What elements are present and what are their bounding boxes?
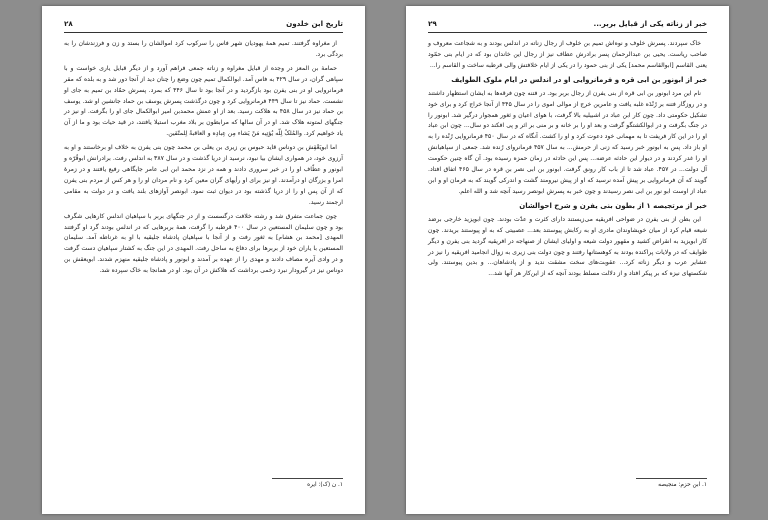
paragraph: از مغراوه گرفتند. تمیم همهٔ یهودیان شهر فاس را سرکوب کرد اموالشان را بستد و زن و فرزندشان را به بردگی برد. bbox=[64, 40, 343, 58]
page-number: ۲۹ bbox=[428, 19, 437, 28]
header-rule bbox=[428, 32, 707, 33]
running-header bbox=[428, 18, 707, 30]
paragraph: اما ابویَعْقِش بن دوناس قاید حبوس بن زیری بن یعلی بن محمد چون بنی یفرن به خلاف او برخاستند و او به آرزوی خود، در همواری ایشان بیا نبود، نرسید از دریا گذشت و در سال ۳۸۷ به اندلس رفت. برادرانش ابوقُرّه و ابونور و عطّاف او را در خیر سروری دادند و همه در نزد محمد ابن ابی عامر جایگاهی رفیع یافتند و در زمرهٔ امرا و بزرگان او درآمدند. او نیز برای او رأیهای گران معین کرد و نام مردان او را و هر کس از مردم بنی یفرن که از آن پس او را از دریا گذشته بود در دیوان ثبت نمود. ابونصر آوازهای بلند یافت و در دولت به مقامی ارجمند رسید. bbox=[64, 144, 344, 206]
footnote-rule bbox=[272, 478, 343, 479]
running-title: تاریخ ابن خلدون bbox=[286, 19, 343, 28]
page-body bbox=[64, 39, 343, 280]
paragraph: نام این مرد ابونور بن ابی قره از بنی یفرن از رجال بربر بود. در فتنه چون فرقه‌ها به ایشان استظهار داشتند و در روزگار فتنه بر رُنْدَه غلبه یافت و عامرین خرج از موالی اموی را در سال ۴۴۵ از آنجا خراج کرد و برای خود تشکیل حکومتی داد. چون کار ابن عباد در اشبیلیه بالا گرفت، با هوای اعیان و ثغور همجوار درگیر شد. ابونور را در جنگ بگرفت و در ابوالکشتگو گرفت و بعد او را بر خانه و بر منی بر اثر و پی افکند دو سال... چون ابن عباد او را در این کار فریفت تا به مهمانی خود دعوت کرد و او را کشت. آنگاه که در سال ۴۵۰ فرمانروایی رُنْده را به او باز داد. پس به ابونور خبر رسید که زنی از حرمش... به سال ۴۵۷ فرمانروای رُنده شد. جمعی از سپاهیانش او را غدر کردند و در دیوار این حادثه عرضه... پس این حادثه در زمان حمزه رسیده بود. آن گاه چنین حکومت آل دولت... در ۴۵۷. عباد شد تا از باب کار رونق گرفت. ابونور بن ابی نصر بن قره در سال ۴۶۵ اتفاق افتاد. گویند که آن فرمانروایی بر پیش آمده نرسید که او از پیش نیرومند گشت و اندرکی گویند که به فرمان او و ابن عباد از اوست ابو نور بن ابی نصر رسیدند و چون خبر به پسرش ابونصر رسید آنچه شد و الله اعلم. bbox=[428, 89, 707, 195]
footnote: ۱. ن (ک): ایره bbox=[307, 482, 343, 488]
book-page-right bbox=[406, 6, 729, 514]
running-title: خبر از زناته یکی از قبایل بربر... bbox=[593, 19, 707, 28]
section-heading: خبر از ابونور بن ابی قره و فرمانروایی او در اندلس در ایام ملوک الطوایف bbox=[451, 75, 707, 84]
page-body bbox=[428, 39, 707, 283]
section-heading: خبر از مرتجیصه ۱ از بطون بنی یفرن و شرح احوالشان bbox=[519, 201, 707, 210]
running-header bbox=[64, 18, 343, 30]
paragraph: این بطن از بنی یفرن در ضواحی افریقیه می‌زیستند دارای کثرت و عدّت بودند. چون ابویزید خارجی برضد شیعه قیام کرد از میان خویشاوندان مادری او به رکابش پیوستند بعد... عصبیتی که به او پیوستند بریدند. چون کار ابویزید به انقراض کشید و مقهور دولت شیعه و اولیای ایشان از صنهاجه در افریقیه گردید بنی یفرن و دیگر طوایف که در ولایات پراکنده بودند به کوهستانها رفتند و چون دولت بنی زیری به زوال انجامید افریقیه را نیز در عشایر عرب و دیگر زناته کرد... عقوبت‌های سخت مشقت ندید و از پادشاهان... و بدین پیوستند. ولی شکستهای نیزه که بر پیکر افتاد و از دلالت مسلط بودند آنچه که از این‌کار هر آنها شد... bbox=[428, 215, 707, 278]
header-rule bbox=[64, 32, 343, 33]
footnote-rule bbox=[636, 478, 707, 479]
paragraph: خاک سپردند. پسرش خلوف و نوه‌اش تمیم بن خلوف از رجال زناته در اندلس بودند و به شجاعت معروف و صاحب ریاست. یحیی بن عبدالرحمان پسر برادرش عطاف نیز از رجال این خاندان بود که در ایام بنی حمّود یعنی القاسم [ابوالقاسم محمد] یکی از بنی حمود را در یکی از ایام خلافتش والی قرطبه ساخت و القاسم را... bbox=[428, 40, 707, 69]
paragraph: حمامهٔ بن المعز در وجده از قبایل مغراوه و زناته جمعی فراهم آورد و از دیگر قبایل یاری خواست و با سپاهی گران، در سال ۴۲۹ به فاس آمد. ابوالکمال تمیم چون وضع را چنان دید از آنجا دور شد و به بلده که مقر فرمانروایی او در بنی یفرن بود بازگردید و در آنجا بود تا سال ۴۴۶ که بمرد. پسرش حمّاد بن تمیم به جای او نشست. حماد نیز تا سال ۴۴۹ فرمانروایی کرد و چون درگذشت پسرش یوسف بن حماد جانشین او شد. یوسف بن حماد نیز در سال ۴۵۸ به هلاکت رسید. بعد از او عمش محمدبن امیر ابوالکمال جای او را بگرفت. او نیز در جنگهای لمتونه هلاک شد. او در آن سالها که مرابطون بر بلاد مغرب استیلا یافتند، در قید حیات بود و ما از آن یاد خواهیم کرد. والمُلکُ لِلّه یُؤتِیه مَنْ یَشاء مِن عِبادِه و العاقبةُ لِلمتّقین. bbox=[64, 64, 343, 138]
page-number: ۲۸ bbox=[64, 19, 73, 28]
paragraph: چون جماعت متفرق شد و رشته خلافت درگسست و از در جنگهای بربر با سپاهیان اندلس کارهایی شگرف بود و چون سلیمان المستعین در سال ۴۰۰ قرطبه را گرفت، همهٔ بربرهایی که در اندلس بودند گرد او گرفتند المهدی [محمد بن هشام] به ثغور رفت و از آنجا با سپاهیان پادشاه جلیقیه با او به غرناطه آمد. سلیمان المستعین با یاران خود از بربرها برای دفاع به ساحل رفت. المهدی در این جنگ به کشتار سپاهیان دست گرفت و در وادی آیره مصاف دادند و مهدی را از عهده بر آمدند و ابونور و پادشاه جلیقیه منهزم شدند. ابویعقش بن دوناس نیز در گیرودار نبرد زخمی برداشت که هلاکش در آن بود. او در همانجا به خاک سپرده شد. bbox=[64, 212, 343, 275]
book-page-left bbox=[42, 6, 365, 514]
footnote: ۱. ابن حزم: منجیصه bbox=[658, 482, 707, 488]
